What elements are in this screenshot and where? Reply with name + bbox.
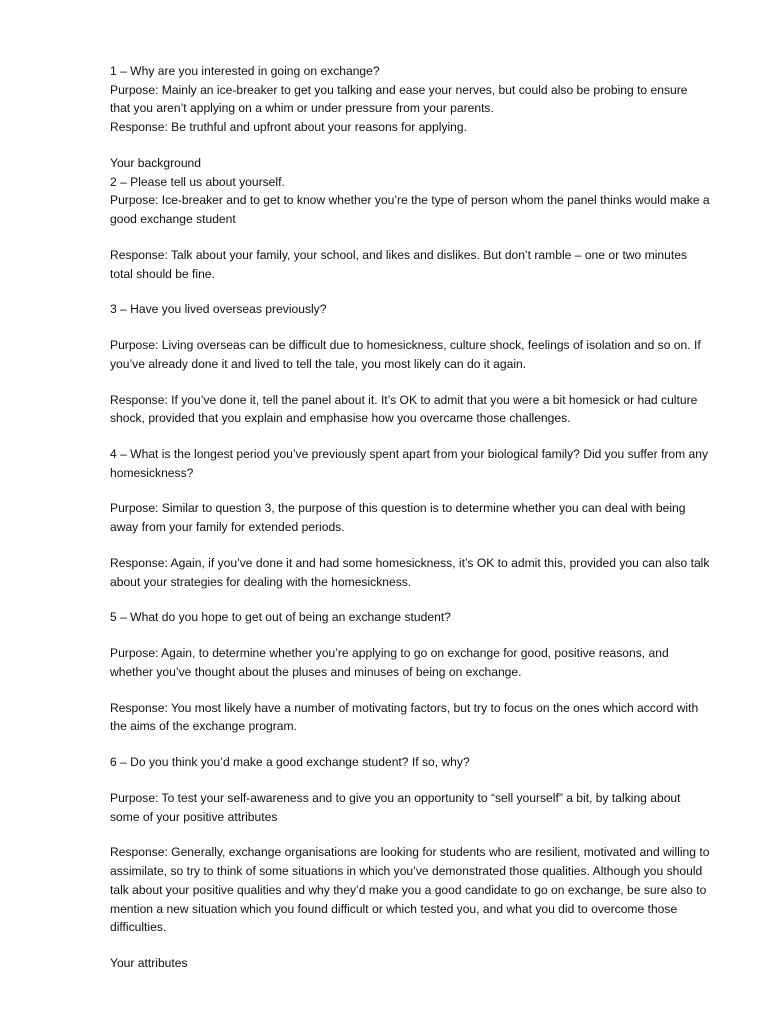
paragraph-block-q5-purpose [110, 644, 710, 681]
text-line: 2 – Please tell us about yourself. [110, 174, 285, 189]
text-line: 1 – Why are you interested in going on exchange? [110, 64, 380, 78]
paragraph-gap [110, 319, 710, 336]
text-line: Response: Talk about your family, your school, and likes and dislikes. But don’t ramble – one or two minutes total should be fine. [110, 247, 687, 281]
text-line: Response: You most likely have a number of motivating factors, but try to focus on the ones which accord with the aims of the exchange program. [110, 700, 699, 734]
paragraph-block-q6-purpose [110, 789, 710, 826]
text-line: 6 – Do you think you’d make a good exchange student? If so, why? [110, 755, 470, 770]
paragraph-block-q3 [110, 300, 710, 319]
paragraph-gap [110, 482, 710, 499]
paragraph-block-q4-purpose [110, 499, 710, 536]
text-line: 3 – Have you lived overseas previously? [110, 302, 327, 317]
text-line: Purpose: Similar to question 3, the purpose of this question is to determine whether you can deal with being away from your family for extended periods. [110, 501, 686, 535]
paragraph-block-q6 [110, 753, 710, 772]
text-line: Response: Generally, exchange organisations are looking for students who are resilient, motivated and willing to assimilate, so try to think of some situations in which you’ve demonstrated those qualities. Although you should talk about your positive qualities and why they’d make you a good candidate to go on exchange, be sure also to mention a new situation which you found difficult or which tested you, and what you did to overcome those difficulties. [110, 845, 710, 935]
text-line: Purpose: Living overseas can be difficult due to homesickness, culture shock, feelings of isolation and so on. If you’ve already done it and lived to tell the tale, you most likely can do it again. [110, 338, 701, 371]
paragraph-block-attributes [110, 954, 710, 973]
paragraph-block-q5 [110, 608, 710, 627]
paragraph-gap [110, 772, 710, 789]
text-line: Response: Be truthful and upfront about your reasons for applying. [110, 120, 467, 135]
paragraph-gap [110, 627, 710, 644]
paragraph-gap [110, 537, 710, 554]
paragraph-block-q2-response [110, 246, 710, 283]
text-line: Purpose: Mainly an ice-breaker to get you talking and ease your nerves, but could also be probing to ensure that you aren’t applying on a whim or under pressure from your parents. [110, 82, 688, 116]
text-line: 5 – What do you hope to get out of being an exchange student? [110, 610, 451, 625]
paragraph-block-q3-response [110, 391, 710, 428]
paragraph-gap [110, 137, 710, 154]
paragraph-gap [110, 374, 710, 391]
text-line: Response: If you’ve done it, tell the panel about it. It’s OK to admit that you were a bit homesick or had culture shock, provided that you explain and emphasise how you overcame those challenges. [110, 392, 698, 426]
paragraph-gap [110, 826, 710, 843]
paragraph-block-q1 [110, 62, 710, 137]
paragraph-gap [110, 229, 710, 246]
text-line: Purpose: Again, to determine whether you’re applying to go on exchange for good, positive reasons, and whether you’ve thought about the pluses and minuses of being on exchange. [110, 646, 669, 679]
paragraph-gap [110, 591, 710, 608]
document-body [110, 62, 710, 973]
paragraph-gap [110, 283, 710, 300]
paragraph-block-q4 [110, 445, 710, 482]
section-heading-background: Your background [110, 155, 201, 170]
paragraph-gap [110, 682, 710, 699]
paragraph-block-q6-response [110, 843, 710, 937]
paragraph-gap [110, 736, 710, 753]
paragraph-block-q4-response [110, 554, 710, 591]
section-heading-attributes: Your attributes [110, 955, 188, 970]
paragraph-block-background [110, 154, 710, 229]
paragraph-gap [110, 428, 710, 445]
paragraph-block-q3-purpose [110, 336, 710, 373]
paragraph-block-q5-response [110, 699, 710, 736]
text-line: Response: Again, if you’ve done it and had some homesickness, it’s OK to admit this, provided you can also talk about your strategies for dealing with the homesickness. [110, 555, 710, 589]
paragraph-gap [110, 937, 710, 954]
text-line: 4 – What is the longest period you’ve previously spent apart from your biological family? Did you suffer from any homesickness? [110, 447, 709, 480]
text-line: Purpose: To test your self-awareness and to give you an opportunity to “sell yourself” a bit, by talking about some of your positive attributes [110, 790, 681, 824]
text-line: Purpose: Ice-breaker and to get to know whether you’re the type of person whom the panel thinks would make a good exchange student [110, 193, 710, 227]
